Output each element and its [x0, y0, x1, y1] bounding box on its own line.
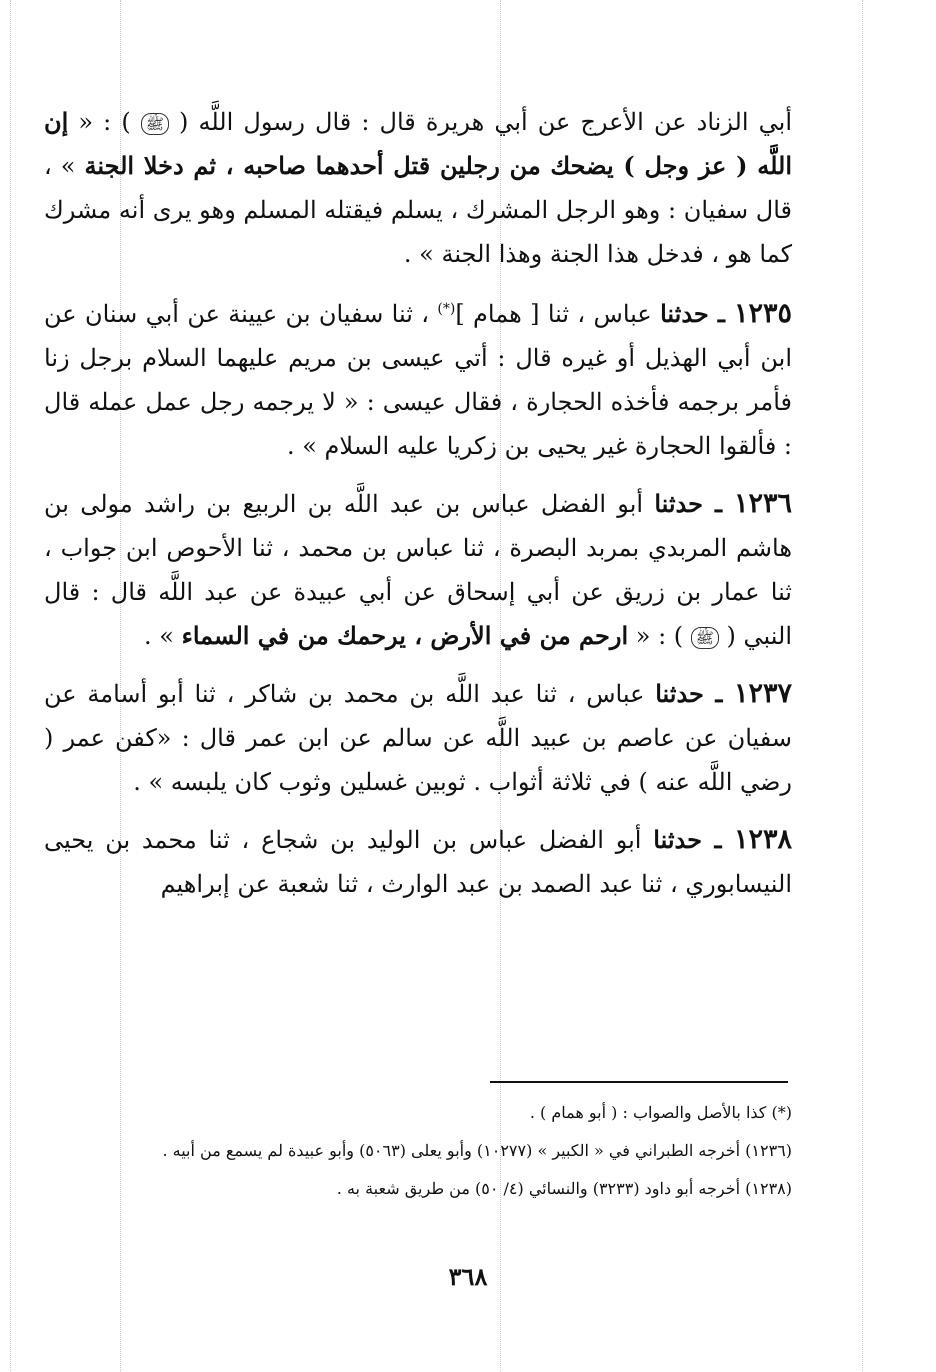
hadith-number: ١٢٣٨ [733, 824, 792, 855]
page-number: ٣٦٨ [448, 1262, 488, 1291]
haddathana-label: ـ حدثنا [655, 679, 734, 708]
matn-emphasis: إن اللَّه ( عز وجل ) يضحك من رجلين قتل أحدهما صاحبه ، ثم دخلا الجنة [44, 107, 793, 180]
hadith-continuation [44, 100, 792, 276]
text-run: أبو الفضل عباس بن عبد اللَّه بن الربيع بن راشد مولى بن هاشم المربدي بمربد البصرة ، ثنا عباس بن محمد ، ثنا الأحوص ابن جواب ، ثنا عمار بن زريق عن أبي إسحاق عن أبي عبيدة عن عبد اللَّه قال : قال النبي ( [44, 490, 792, 650]
hadith-1237 [44, 672, 792, 804]
haddathana-label: ـ حدثنا [660, 299, 734, 328]
footnote-1238: (١٢٣٨) أخرجه أبو داود (٣٢٣٣) والنسائي (٤/ ٥٠) من طريق شعبة به . [336, 1179, 792, 1198]
scan-guide-line [10, 0, 11, 1372]
footnote-1236: (١٢٣٦) أخرجه الطبراني في « الكبير » (١٠٢٧٧) وأبو يعلى (٥٠٦٣) وأبو عبيدة لم يسمع من أبيه . [162, 1141, 792, 1160]
text-run: أبي الزناد عن الأعرج عن أبي هريرة قال : قال رسول اللَّه ( [168, 108, 792, 136]
text-run: عباس ، ثنا [ همام ] [455, 300, 661, 328]
haddathana-label: ـ حدثنا [654, 489, 734, 518]
text-run: أبو الفضل عباس بن الوليد بن شجاع ، ثنا محمد بن يحيى النيسابوري ، ثنا عبد الصمد بن عبد الوارث ، ثنا شعبة عن إبراهيم [44, 826, 792, 898]
footnote-asterisk: (*) كذا بالأصل والصواب : ( أبو همام ) . [529, 1103, 792, 1122]
salutation-glyph: ﷺ [691, 627, 719, 649]
matn-emphasis: ارحم من في الأرض ، يرحمك من في السماء [181, 621, 629, 650]
hadith-text-body [44, 100, 792, 920]
text-run: ، ثنا سفيان بن عيينة عن أبي سنان عن ابن أبي الهذيل أو غيره قال : أتي عيسى بن مريم عليهما السلام برجل زنا فأمر برجمه فأخذه الحجارة ، فقال عيسى : « لا يرجمه رجل عمل عمله قال : فألقوا الحجارة غير يحيى بن زكريا عليه السلام » . [44, 300, 792, 460]
text-run: ) : « [68, 108, 141, 136]
footnote-marker: (*) [437, 301, 456, 317]
hadith-1235 [44, 292, 792, 468]
text-run: » . [144, 622, 182, 650]
footnote-separator [490, 1081, 788, 1083]
text-run: » ، قال سفيان : وهو الرجل المشرك ، يسلم فيقتله المسلم وهو يرى أنه مشرك كما هو ، فدخل هذا الجنة وهذا الجنة » . [44, 152, 792, 268]
hadith-number: ١٢٣٦ [733, 488, 792, 519]
hadith-number: ١٢٣٥ [733, 298, 792, 329]
hadith-number: ١٢٣٧ [733, 678, 792, 709]
hadith-1238 [44, 818, 792, 906]
scan-guide-line [862, 0, 863, 1372]
haddathana-label: ـ حدثنا [653, 825, 734, 854]
hadith-1236 [44, 482, 792, 658]
text-run: عباس ، ثنا عبد اللَّه بن محمد بن شاكر ، ثنا أبو أسامة عن سفيان عن عاصم بن عبيد اللَّه عن سالم عن ابن عمر قال : «كفن عمر ( رضي اللَّه عنه ) في ثلاثة أثواب . ثوبين غسلين وثوب كان يلبسه » . [44, 680, 792, 796]
salutation-glyph: ﷺ [141, 113, 169, 135]
text-run: ) : « [628, 622, 691, 650]
footnotes [20, 1094, 792, 1208]
